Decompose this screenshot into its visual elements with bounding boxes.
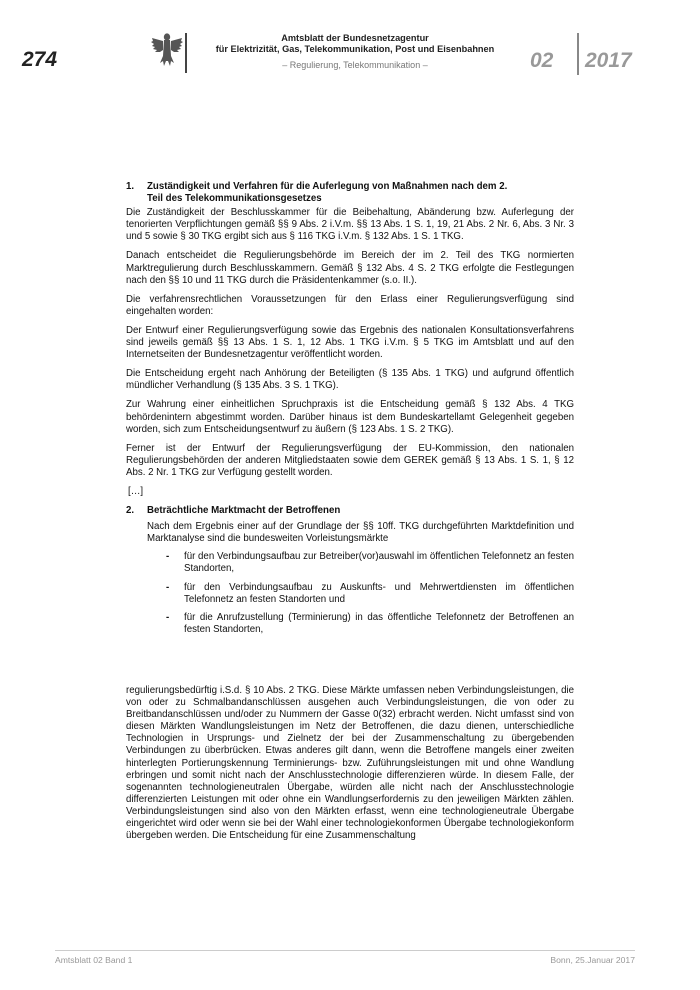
document-body [126, 181, 574, 642]
section-2-title: Beträchtliche Marktmacht der Betroffenen [147, 505, 341, 517]
footer-publication: Amtsblatt 02 Band 1 [55, 955, 133, 965]
publication-subtitle: für Elektrizität, Gas, Telekommunikation, Post und Eisenbahnen [215, 44, 495, 54]
paragraph: Zur Wahrung einer einheitlichen Spruchpraxis ist die Entscheidung gemäß § 132 Abs. 4 TKG behördenintern abgestimmt worden. Darüber hinaus ist dem Bundeskartellamt Gelegenheit gegeben worden, sich zum Entscheidungsentwurf zu äußern (§ 123 Abs. 1 S. 2 TKG). [126, 399, 574, 435]
issue-number: 02 [530, 49, 554, 72]
paragraph: Die Zuständigkeit der Beschlusskammer für die Beibehaltung, Abänderung bzw. Auferlegung der tenorierten Verpflichtungen gemäß §§ 9 Abs. 2 i.V.m. §§ 13 Abs. 1 S. 1, 19, 21 Abs. 2 Nr. 6, Abs. 3 Nr. 3 und 5 sowie § 30 TKG ergibt sich aus § 116 TKG i.V.m. § 132 Abs. 1 S. 1 TKG. [126, 207, 574, 243]
paragraph: Die verfahrensrechtlichen Voraussetzungen für den Erlass einer Regulierungsverfügung sind eingehalten worden: [126, 293, 574, 317]
section-2-number: 2. [126, 505, 135, 517]
paragraph: Ferner ist der Entwurf der Regulierungsverfügung der EU-Kommission, den nationalen Regulierungsbehörden der anderen Mitgliedstaaten sowie dem GEREK gemäß § 13 Abs. 1 S. 1, § 12 Abs. 2 Nr. 1 TKG zur Verfügung gestellt worden. [126, 442, 574, 478]
ellipsis: […] [128, 485, 144, 497]
list-item-text: für den Verbindungsaufbau zur Betreiber(vor)auswahl im öffentlichen Telefonnetz an festen Standorten, [184, 551, 574, 575]
section-1-title-line1: Zuständigkeit und Verfahren für die Auferlegung von Maßnahmen nach dem 2. [147, 181, 508, 192]
footer-divider [55, 950, 635, 951]
bullet-marker: - [166, 581, 170, 593]
section-2-intro: Nach dem Ergebnis einer auf der Grundlage der §§ 10ff. TKG durchgeführten Marktdefinition und Marktanalyse sind die bundesweiten Vorleistungsmärkte [147, 521, 574, 545]
continuation-paragraph: regulierungsbedürftig i.S.d. § 10 Abs. 2 TKG. Diese Märkte umfassen neben Verbindungsleistungen, die von oder zu Schmalbandanschlüssen ausgehen auch Verbindungsleistungen, die von oder zu Breitbandanschlüssen und/oder zu Nummern der Gasse 0(32) erbracht werden. Nicht umfasst sind von diesen Märkten Wandlungsleistungen im Netz der Betroffenen, die dazu dienen, unterschiedliche Technologien in Ursprungs- und Zielnetz der bei der Zusammenschaltung zu übergebenden Verbindungen zu überbrücken. Etwas anderes gilt dann, wenn die Betroffene mangels einer zweiten hinterlegten Portierungskennung Terminierungs- bzw. Zuführungsleistungen mit und ohne Wandlung erbringen und somit nicht nach der Anschlusstechnologie differenzieren würde. In diesem Falle, der sogenannten technologieneutralen Übergabe, würden alle nicht nach der Anschlusstechnologie differenzierten Leistungen mit oder ohne ein Wandlungserfordernis zu den jeweiligen Märkten zählen. Verbindungsleistungen sind also von den Märkten erfasst, wenn eine technologieneutrale Übergabe eingerichtet wird oder wenn sie bei der Wahl einer technologiekonformen Übergabe technologiekonform übergeben werden. Die Entscheidung für eine Zusammenschaltung [126, 685, 574, 842]
bullet-marker: - [166, 551, 170, 563]
bullet-marker: - [166, 611, 170, 623]
footer-date: Bonn, 25.Januar 2017 [550, 955, 635, 965]
page-number: 274 [22, 48, 58, 71]
list-item-text: für den Verbindungsaufbau zu Auskunfts- und Mehrwertdiensten im öffentlichen Telefonnetz an festen Standorten und [184, 581, 574, 605]
section-1-heading [126, 181, 574, 205]
section-1-title-line2: Teil des Telekommunikationsgesetzes [147, 193, 322, 205]
issue-year: 2017 [585, 49, 632, 72]
section-label: – Regulierung, Telekommunikation – [282, 60, 428, 70]
paragraph: Die Entscheidung ergeht nach Anhörung der Beteiligten (§ 135 Abs. 1 TKG) und aufgrund öffentlich mündlicher Verhandlung (§ 135 Abs. 3 S. 1 TKG). [126, 368, 574, 392]
list-item [166, 612, 574, 636]
paragraph: Danach entscheidet die Regulierungsbehörde im Bereich der im 2. Teil des TKG normierten Marktregulierung durch Beschlusskammern. Gemäß § 132 Abs. 4 S. 2 TKG erfolgte die Festlegungen nach den §§ 10 und 11 TKG durch die Präsidentenkammer (s.o. II.). [126, 250, 574, 286]
federal-eagle-logo [150, 30, 184, 70]
publication-title: Amtsblatt der Bundesnetzagentur [281, 33, 429, 43]
list-item [166, 551, 574, 575]
section-1-title [147, 181, 507, 205]
header-divider [185, 33, 187, 73]
list-item-text: für die Anrufzustellung (Terminierung) in das öffentliche Telefonnetz der Betroffenen an festen Standorten, [184, 611, 574, 635]
section-2-heading [126, 505, 574, 517]
list-item [166, 582, 574, 606]
issue-divider [577, 33, 579, 75]
section-1-number: 1. [126, 181, 135, 192]
paragraph: Der Entwurf einer Regulierungsverfügung sowie das Ergebnis des nationalen Konsultationsverfahrens sind jeweils gemäß §§ 13 Abs. 1 S. 1, 12 Abs. 1 TKG i.V.m. § 5 TKG im Amtsblatt und auf den Internetseiten der Bundesnetzagentur veröffentlicht worden. [126, 324, 574, 361]
